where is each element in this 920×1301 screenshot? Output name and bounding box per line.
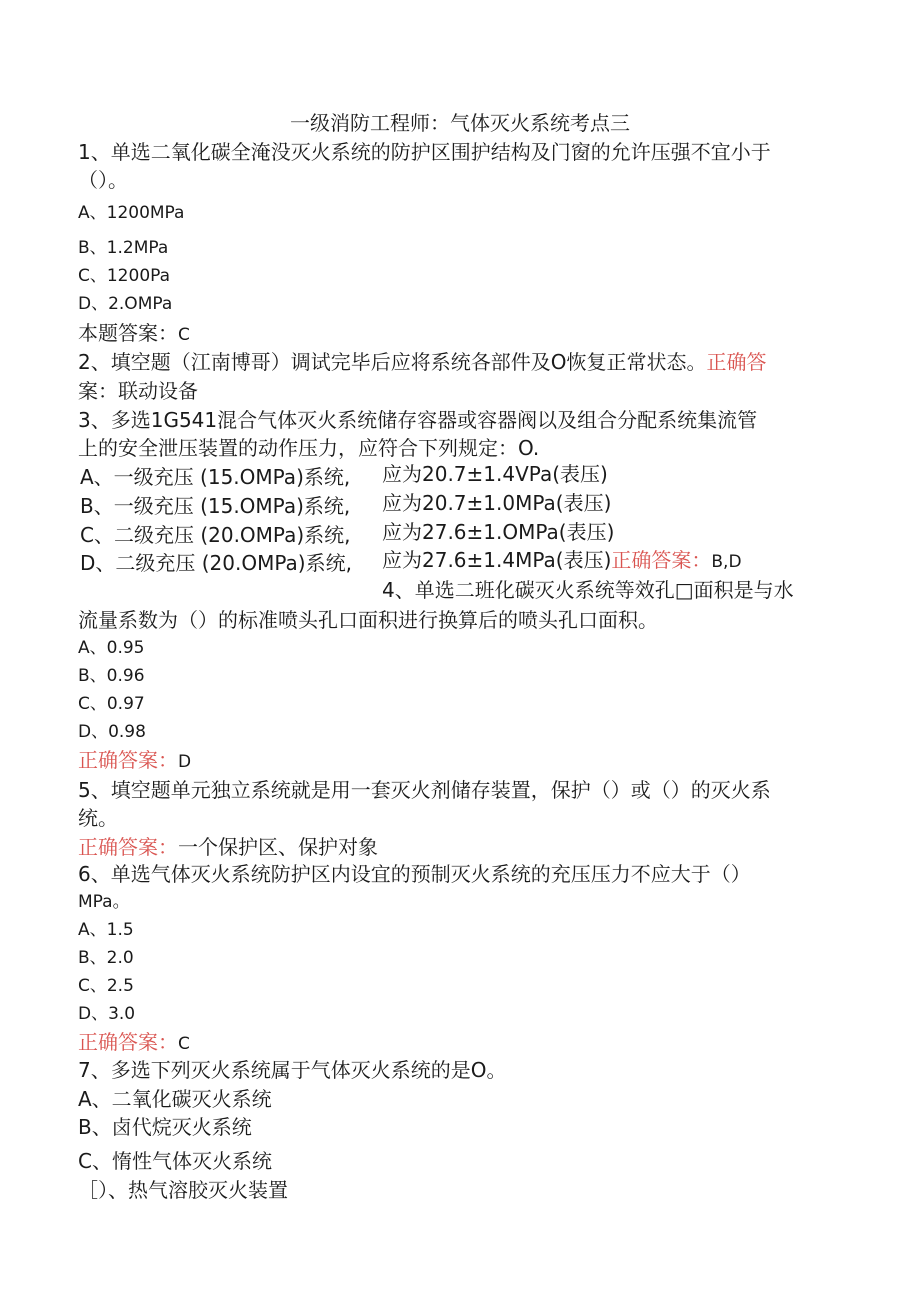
answer-value: B,D bbox=[711, 552, 742, 572]
question-4-option-a: A、0.95 bbox=[78, 638, 145, 658]
answer-label: 本题答案： bbox=[78, 321, 178, 345]
question-3-option-d: D、二级充压 (20.OMPa)系统, bbox=[80, 551, 352, 575]
question-1-option-b: B、1.2MPa bbox=[78, 238, 169, 258]
answer-label: 正确答案： bbox=[78, 748, 178, 772]
answer-value: 一个保护区、保护对象 bbox=[178, 835, 378, 859]
question-7-option-d: ［）、热气溶胶灭火装置 bbox=[78, 1178, 288, 1202]
question-7-stem: 7、多选下列灭火系统属于气体灭火系统的是O。 bbox=[78, 1058, 507, 1082]
question-6-option-a: A、1.5 bbox=[78, 920, 134, 940]
question-2-text: 2、填空题（江南博哥）调试完毕后应将系统各部件及O恢复正常状态。 bbox=[78, 350, 707, 374]
question-1-option-a: A、1200MPa bbox=[78, 203, 185, 223]
question-1-stem: 1、单选二氧化碳全淹没灭火系统的防护区围护结构及门窗的允许压强不宜小于 bbox=[78, 140, 771, 164]
question-2-answer bbox=[78, 381, 198, 401]
answer-value: C bbox=[178, 1034, 190, 1054]
question-6-stem: 6、单选气体灭火系统防护区内设宜的预制灭火系统的充压压力不应大于（） bbox=[78, 862, 751, 886]
question-6-stem-cont: MPa。 bbox=[78, 892, 130, 912]
question-5-answer bbox=[78, 837, 378, 857]
question-6-option-b: B、2.0 bbox=[78, 948, 134, 968]
question-3-stem: 3、多选1G541混合气体灭火系统储存容器或容器阀以及组合分配系统集流管 bbox=[78, 408, 758, 432]
answer-label-cont: 案： bbox=[78, 379, 118, 403]
answer-value: D bbox=[178, 752, 192, 772]
answer-label: 正确答案： bbox=[78, 835, 178, 859]
answer-label: 正确答案： bbox=[78, 1030, 178, 1054]
question-1-answer bbox=[78, 323, 190, 344]
question-6-option-d: D、3.0 bbox=[78, 1004, 136, 1024]
question-4-answer bbox=[78, 750, 191, 771]
answer-value: 联动设备 bbox=[118, 379, 198, 403]
question-4-option-b: B、0.96 bbox=[78, 666, 145, 686]
answer-label: 正确答案： bbox=[611, 548, 712, 572]
question-5-stem-cont: 统。 bbox=[78, 806, 118, 830]
question-7-option-c: C、惰性气体灭火系统 bbox=[78, 1149, 272, 1173]
question-3-option-b: B、一级充压 (15.OMPa)系统, bbox=[80, 494, 351, 518]
option-d-text: 应为27.6±1.4MPa(表压) bbox=[382, 548, 612, 572]
question-2-stem bbox=[78, 352, 766, 372]
question-7-option-a: A、二氧化碳灭火系统 bbox=[78, 1087, 272, 1111]
question-3-option-b-value: 应为20.7±1.0MPa(表压) bbox=[382, 491, 612, 515]
question-1-stem-cont: （）。 bbox=[78, 168, 128, 192]
question-3-option-c-value: 应为27.6±1.OMPa(表压) bbox=[382, 520, 615, 544]
question-3-option-c: C、二级充压 (20.OMPa)系统, bbox=[80, 523, 351, 547]
question-1-option-d: D、2.OMPa bbox=[78, 294, 173, 314]
question-3-option-d-value bbox=[382, 550, 742, 571]
answer-value: C bbox=[178, 325, 190, 345]
question-1-option-c: C、1200Pa bbox=[78, 266, 171, 286]
question-4-stem-cont: 流量系数为（）的标准喷头孔口面积进行换算后的喷头孔口面积。 bbox=[78, 608, 658, 632]
question-6-answer bbox=[78, 1032, 190, 1053]
question-4-option-c: C、0.97 bbox=[78, 694, 145, 714]
question-3-option-a-value: 应为20.7±1.4VPa(表压) bbox=[382, 462, 608, 486]
question-3-option-a: A、一级充压 (15.OMPa)系统, bbox=[80, 465, 351, 489]
question-7-option-b: B、卤代烷灭火系统 bbox=[78, 1115, 252, 1139]
question-3-stem-cont: 上的安全泄压装置的动作压力，应符合下列规定：O. bbox=[78, 436, 540, 460]
question-4-stem: 4、单选二班化碳灭火系统等效孔□面积是与水 bbox=[382, 578, 794, 602]
question-4-option-d: D、0.98 bbox=[78, 722, 146, 742]
page-title: 一级消防工程师：气体灭火系统考点三 bbox=[290, 111, 630, 135]
question-5-stem: 5、填空题单元独立系统就是用一套灭火剂储存装置，保护（）或（）的灭火系 bbox=[78, 778, 771, 802]
question-6-option-c: C、2.5 bbox=[78, 976, 134, 996]
answer-label: 正确答 bbox=[706, 350, 767, 374]
